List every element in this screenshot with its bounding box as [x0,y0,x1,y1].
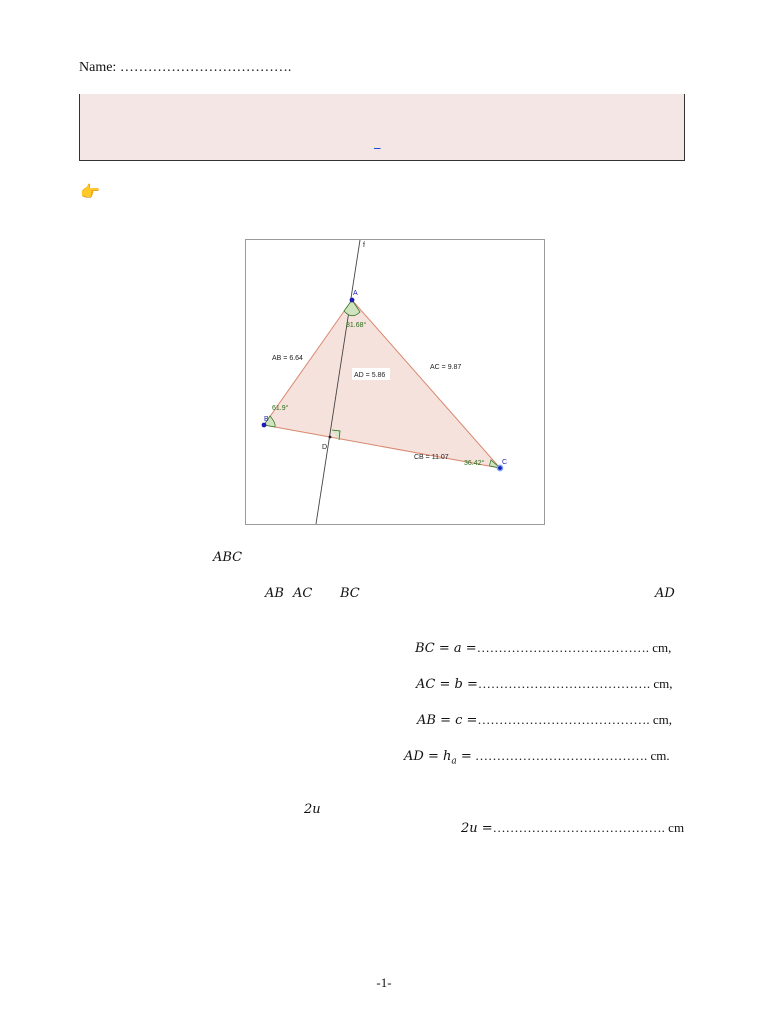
answer-row-ad [404,748,670,767]
point-a [350,298,355,303]
angle-b-label: 61.9° [272,405,289,412]
two-u-answer-blank[interactable]: …………………………………. [492,820,665,835]
point-c [497,465,502,470]
angle-a-label: 81.68° [346,322,367,329]
point-d-label: D [322,444,328,451]
point-b-label: B [264,416,269,423]
ab-answer-blank[interactable]: …………………………………. [477,712,650,727]
ad-expression [404,749,472,767]
line-f-label: f [363,242,365,249]
ad-answer-blank[interactable]: …………………………………. [475,748,648,763]
point-c-label: C [502,459,508,466]
point-a-label: A [353,290,358,297]
ad-length-label: AD = 5.86 [354,372,386,379]
triangle-abc [264,300,500,468]
ad-unit: cm. [650,748,670,763]
point-d [329,436,332,439]
answer-row-ac [416,676,672,692]
math-abc: ABC [213,550,243,565]
math-two-u: 2u [304,802,321,817]
bc-unit: cm, [652,640,672,655]
answer-row-ab [417,712,672,728]
page-number: -1- [376,975,392,990]
bc-expression: BC = a = [415,641,477,656]
answer-row-two-u [461,820,684,836]
triangle-figure [245,239,545,525]
math-ad: AD [655,586,675,601]
math-ab: AB [265,586,284,601]
cb-length-label: CB = 11.07 [414,454,449,461]
ac-unit: cm, [653,676,673,691]
pointing-hand-icon: 👉 [80,184,100,201]
answer-row-bc [415,640,671,656]
ad-expression-main: AD = h [404,749,452,764]
instruction-box [79,94,685,161]
ab-unit: cm, [652,712,673,727]
ac-length-label: AC = 9.87 [430,364,462,371]
name-field-line[interactable]: Name: ………………………………. [79,60,292,75]
math-ac: AC [293,586,313,601]
two-u-unit: cm [668,820,685,835]
ac-answer-blank[interactable]: …………………………………. [477,676,651,691]
bc-answer-blank[interactable]: …………………………………. [476,640,649,655]
ab-expression: AB = c = [417,713,478,728]
instruction-link[interactable]: _ [374,135,381,150]
angle-c-label: 36.42° [464,460,485,467]
ac-expression: AC = b = [416,677,478,692]
ad-expression-equals: = [456,749,472,764]
ad-expression-subscript: a [451,756,457,767]
ab-length-label: AB = 6.64 [272,355,303,362]
two-u-expression: 2u = [461,821,493,836]
math-bc: BC [340,586,360,601]
point-b [262,423,267,428]
triangle-diagram [246,240,544,524]
